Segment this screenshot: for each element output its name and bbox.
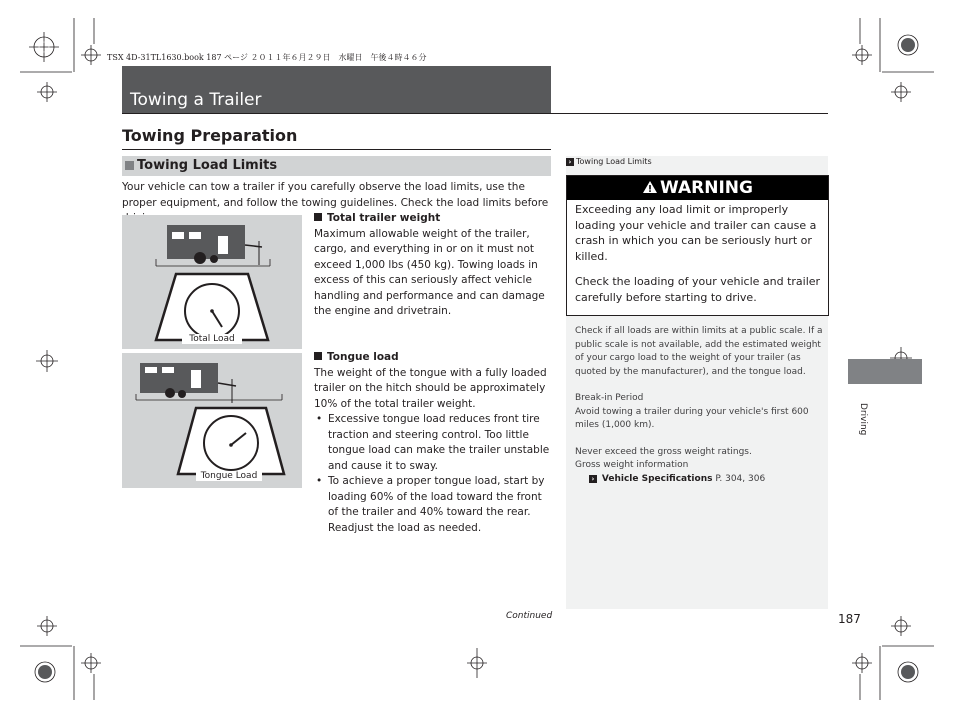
- total-load-label: Total Load: [182, 334, 242, 344]
- square-bullet-icon: [314, 352, 322, 360]
- side-ref-text: Towing Load Limits: [576, 157, 652, 166]
- warning-label: WARNING: [660, 178, 753, 198]
- warning-header: [567, 176, 828, 200]
- spec-reference[interactable]: [575, 473, 823, 487]
- tongue-load-figure: [122, 353, 302, 488]
- side-notes: [575, 325, 823, 486]
- total-trailer-weight-heading: [314, 211, 552, 227]
- warning-body: [575, 202, 823, 315]
- tongue-load-heading: [314, 350, 552, 366]
- list-item: • To achieve a proper tongue load, start by loading 60% of the load toward the front of the trailer and 40% toward the rear. Readjust the load as needed.: [314, 474, 552, 536]
- note-break-in: [575, 392, 823, 433]
- heading-text: Tongue load: [327, 351, 399, 363]
- tongue-load-label: Tongue Load: [196, 471, 262, 481]
- spec-pages: P. 304, 306: [715, 473, 766, 484]
- total-trailer-weight-block: [314, 211, 552, 320]
- side-tab-marker: [848, 359, 922, 384]
- page-title: Towing a Trailer: [130, 90, 262, 110]
- note-break-in-body: Avoid towing a trailer during your vehicle's first 600 miles (1,000 km).: [575, 406, 809, 430]
- link-arrow-icon: ›: [589, 475, 597, 483]
- side-ref-title: [566, 157, 652, 166]
- note-break-in-title: Break-in Period: [575, 393, 644, 403]
- subsection-title: Towing Load Limits: [137, 158, 278, 173]
- intro-paragraph: Your vehicle can tow a trailer if you carefully observe the load limits, use the proper equipment, and follow the towing guidelines. Check the load limits before: [122, 181, 549, 209]
- continued-label: Continued: [506, 611, 553, 621]
- section-rule: [122, 149, 551, 150]
- trailer-scale-illustration: [122, 215, 302, 349]
- tongue-scale-illustration: [122, 353, 302, 488]
- note-gross-weight: [575, 446, 823, 473]
- page-number: 187: [838, 612, 861, 626]
- tongue-load-body: The weight of the tongue with a fully loaded trailer on the hitch should be approximately 10% of the total trailer weight.: [314, 366, 547, 410]
- warning-triangle-icon: [642, 180, 658, 194]
- tongue-load-bullets: [314, 412, 552, 536]
- subsection-square-icon: [125, 161, 134, 170]
- heading-text: Total trailer weight: [327, 212, 441, 224]
- arrow-ref-icon: ›: [566, 158, 574, 166]
- list-item: • Excessive tongue load reduces front tire traction and steering control. Too little tongue load can make the trailer unstable and cause it to sway.: [314, 412, 552, 474]
- warning-paragraph-1: Exceeding any load limit or improperly loading your vehicle and trailer can cause a crash in which you can be seriously hurt or killed.: [575, 203, 817, 263]
- print-header: TSX 4D-31TL1630.book 187 ページ ２０１１年６月２９日 水曜日 午後４時４６分: [107, 53, 427, 62]
- total-trailer-weight-body: Maximum allowable weight of the trailer, cargo, and everything in or on it must not exceed 1,000 lbs (450 kg). Towing loads in excess of this can seriously affect vehicle handling and performance and can damage the engine and drivetrain.: [314, 227, 545, 317]
- warning-paragraph-2: Check the loading of your vehicle and trailer carefully before starting to drive.: [575, 275, 821, 304]
- note-public-scale: Check if all loads are within limits at a public scale. If a public scale is not available, add the estimated weight of your cargo load to the weight of your trailer (as quoted by the manufacturer), and the tongue load.: [575, 326, 823, 377]
- side-tab-label: Driving: [858, 403, 868, 436]
- note-gross-weight-line1: Never exceed the gross weight ratings.: [575, 446, 752, 457]
- tongue-load-block: [314, 350, 552, 536]
- title-rule: [122, 113, 828, 114]
- square-bullet-icon: [314, 213, 322, 221]
- note-gross-weight-line2: Gross weight information: [575, 460, 689, 470]
- total-load-figure: [122, 215, 302, 349]
- section-title: Towing Preparation: [122, 126, 298, 145]
- spec-link[interactable]: Vehicle Specifications: [601, 473, 713, 484]
